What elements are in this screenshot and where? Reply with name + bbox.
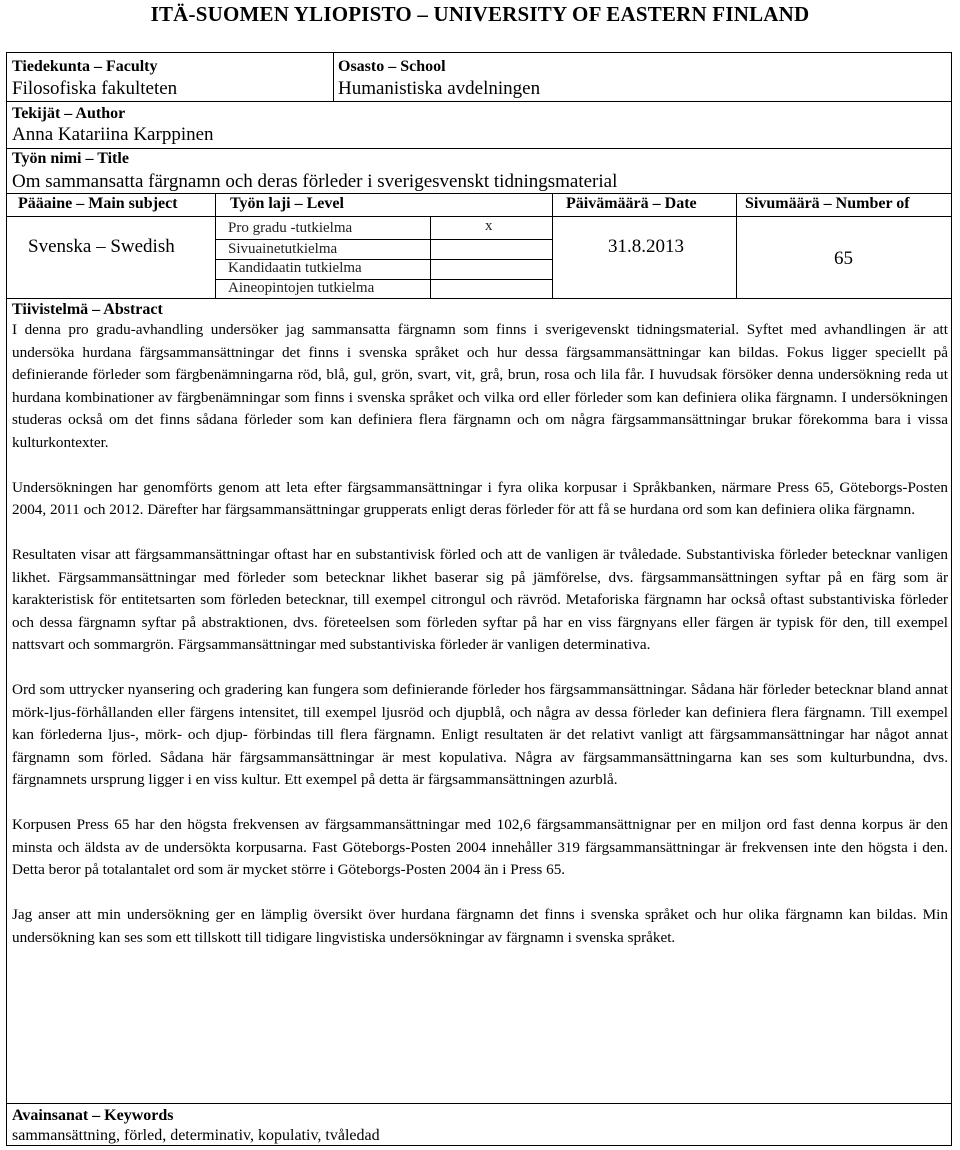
author-value: Anna Katariina Karppinen [12,124,214,145]
date-label: Päivämäärä – Date [566,195,697,212]
abstract-paragraph: Undersökningen har genomförts genom att leta efter färgsammansättningar i fyra olika korpusar i Språkbanken, närmare Press 65, Göteborgs-Posten 2004, 2011 och 2012. Därefter har färgsammansättningar grupperats enligt deras förleder för att få se hurdana ord som kan definiera olika färgnamn. [12,478,948,518]
level-label: Työn laji – Level [230,195,344,212]
level-option-aineopinnot: Aineopintojen tutkielma [228,280,375,296]
abstract-body [12,319,948,949]
main-subject-value: Svenska – Swedish [28,236,175,257]
faculty-label: Tiedekunta – Faculty [12,58,158,75]
rule-row4 [6,216,952,217]
rule-keywords [6,1103,952,1104]
pages-label: Sivumäärä – Number of [745,195,910,212]
abstract-paragraph: I denna pro gradu-avhandling undersöker jag sammansatta färgnamn som finns i sverigevenskt tidningsmaterial. Syftet med avhandlingen är att undersöka hurdana färgsammansättningar det finns i svenska språket och hur dessa färgsammansättningar kan bildas. Fokus ligger speciellt på definierande förleder som färgbenämningarna röd, blå, gul, grön, svart, vit, grå, brun, rosa och lila får. I huvudsak försöker denna undersökning reda ut hurdana kombinationer av färgbenämningar som finns i svenska språket och vilka ord eller förleder som kan definiera olika färgnamn. I undersökningen studeras också om det finns sådana förleder som kan definiera flera färgnamn och om några färgsammansättningar brukar förekomma bara i vissa kulturkontexter. [12,321,948,451]
author-label: Tekijät – Author [12,105,126,122]
school-value: Humanistiska avdelningen [338,78,541,99]
rule-row2 [6,148,952,149]
abstract-paragraph: Ord som uttrycker nyansering och gradering kan fungera som definierande förleder hos färgsammansättningar. Sådana här förleder betecknar bland annat mörk-ljus-förhållanden eller färgens intensitet, till exempel ljusröd och djupblå, och några av dessa förleder kan definiera flera färgnamn. Till exempel kan förlederna ljus-, mörk- och djup- förbindas till flera färgnamn. Enligt resultaten är det relativt vanligt att färgsammansättningar har något annat färgnamn som förled. Sådana här färgsammansättningar är mest kopulativa. Några av färgsammansättningarna kan ses som kulturbundna, dvs. färgnamnets ursprung ligger i en viss kultur. Ett exempel på detta är färgsammansättningen azurblå. [12,681,948,788]
rule-row5 [6,298,952,299]
rule-col-date [552,193,553,298]
keywords-value: sammansättning, förled, determinativ, kopulativ, tvåledad [12,1127,380,1144]
pages-value: 65 [834,248,853,269]
abstract-paragraph: Korpusen Press 65 har den högsta frekvensen av färgsammansättningar med 102,6 färgsammansättnignar per en miljon ord fast denna korpus är den minsta och äldsta av de undersökta korpusarna. Fast Göteborgs-Posten 2004 innehåller 319 färgsammansättningar är frekvensen inte den högsta i den. Detta beror på totalantalet ord som är mycket större i Göteborgs-Posten 2004 än i Press 65. [12,816,948,878]
school-label: Osasto – School [338,58,446,75]
rule-col-pages [736,193,737,298]
rule-row3 [6,193,952,194]
rule-col-checkbox [430,216,431,298]
university-heading: ITÄ-SUOMEN YLIOPISTO – UNIVERSITY OF EASTERN FINLAND [150,2,810,26]
faculty-value: Filosofiska fakulteten [12,78,178,99]
main-subject-label: Pääaine – Main subject [18,195,178,212]
rule-level-1 [215,239,552,240]
date-value: 31.8.2013 [608,236,684,257]
level-option-kandidaatti: Kandidaatin tutkielma [228,260,362,276]
level-option-sivuaine: Sivuainetutkielma [228,241,338,257]
keywords-label: Avainsanat – Keywords [12,1107,174,1124]
rule-col-level [215,193,216,298]
level-selected-mark: x [485,218,493,234]
abstract-paragraph: Jag anser att min undersökning ger en lämplig översikt över hurdana färgnamn det finns i svenska språket och hur olika färgnamn kan bildas. Min undersökning kan ses som ett tillskott till tidigare lingvistiska undersökningar av färgnamn i svenska språket. [12,906,948,946]
title-value: Om sammansatta färgnamn och deras förleder i sverigesvenskt tidningsmaterial [12,171,618,192]
rule-row1 [6,101,952,102]
level-option-pro-gradu: Pro gradu -tutkielma [228,220,353,236]
abstract-label: Tiivistelmä – Abstract [12,301,163,318]
title-label: Työn nimi – Title [12,150,129,167]
rule-school-divider [333,52,334,101]
abstract-paragraph: Resultaten visar att färgsammansättningar oftast har en substantivisk förled och att de vanligen är tvåledade. Substantiviska förleder betecknar vanligen likhet. Färgsammansättningar med förleder som betecknar likhet baserar sig på jämförelse, dvs. färgsammansättningen syftar på en färg som är karakteristisk för entitetsarten som förleden betecknar, till exempel citrongul och rävröd. Metaforiska färgnamn har också oftast substantiviska förleder och dessa färgnamn syftar på abstraktionen, dvs. företeelsen som förleden syftar på har en viss färgnyans eller färgen är typisk för den, till exempel nattsvart och sommargrön. Färgsammansättningar med substantiviska förleder är vanligen determinativa. [12,546,948,653]
